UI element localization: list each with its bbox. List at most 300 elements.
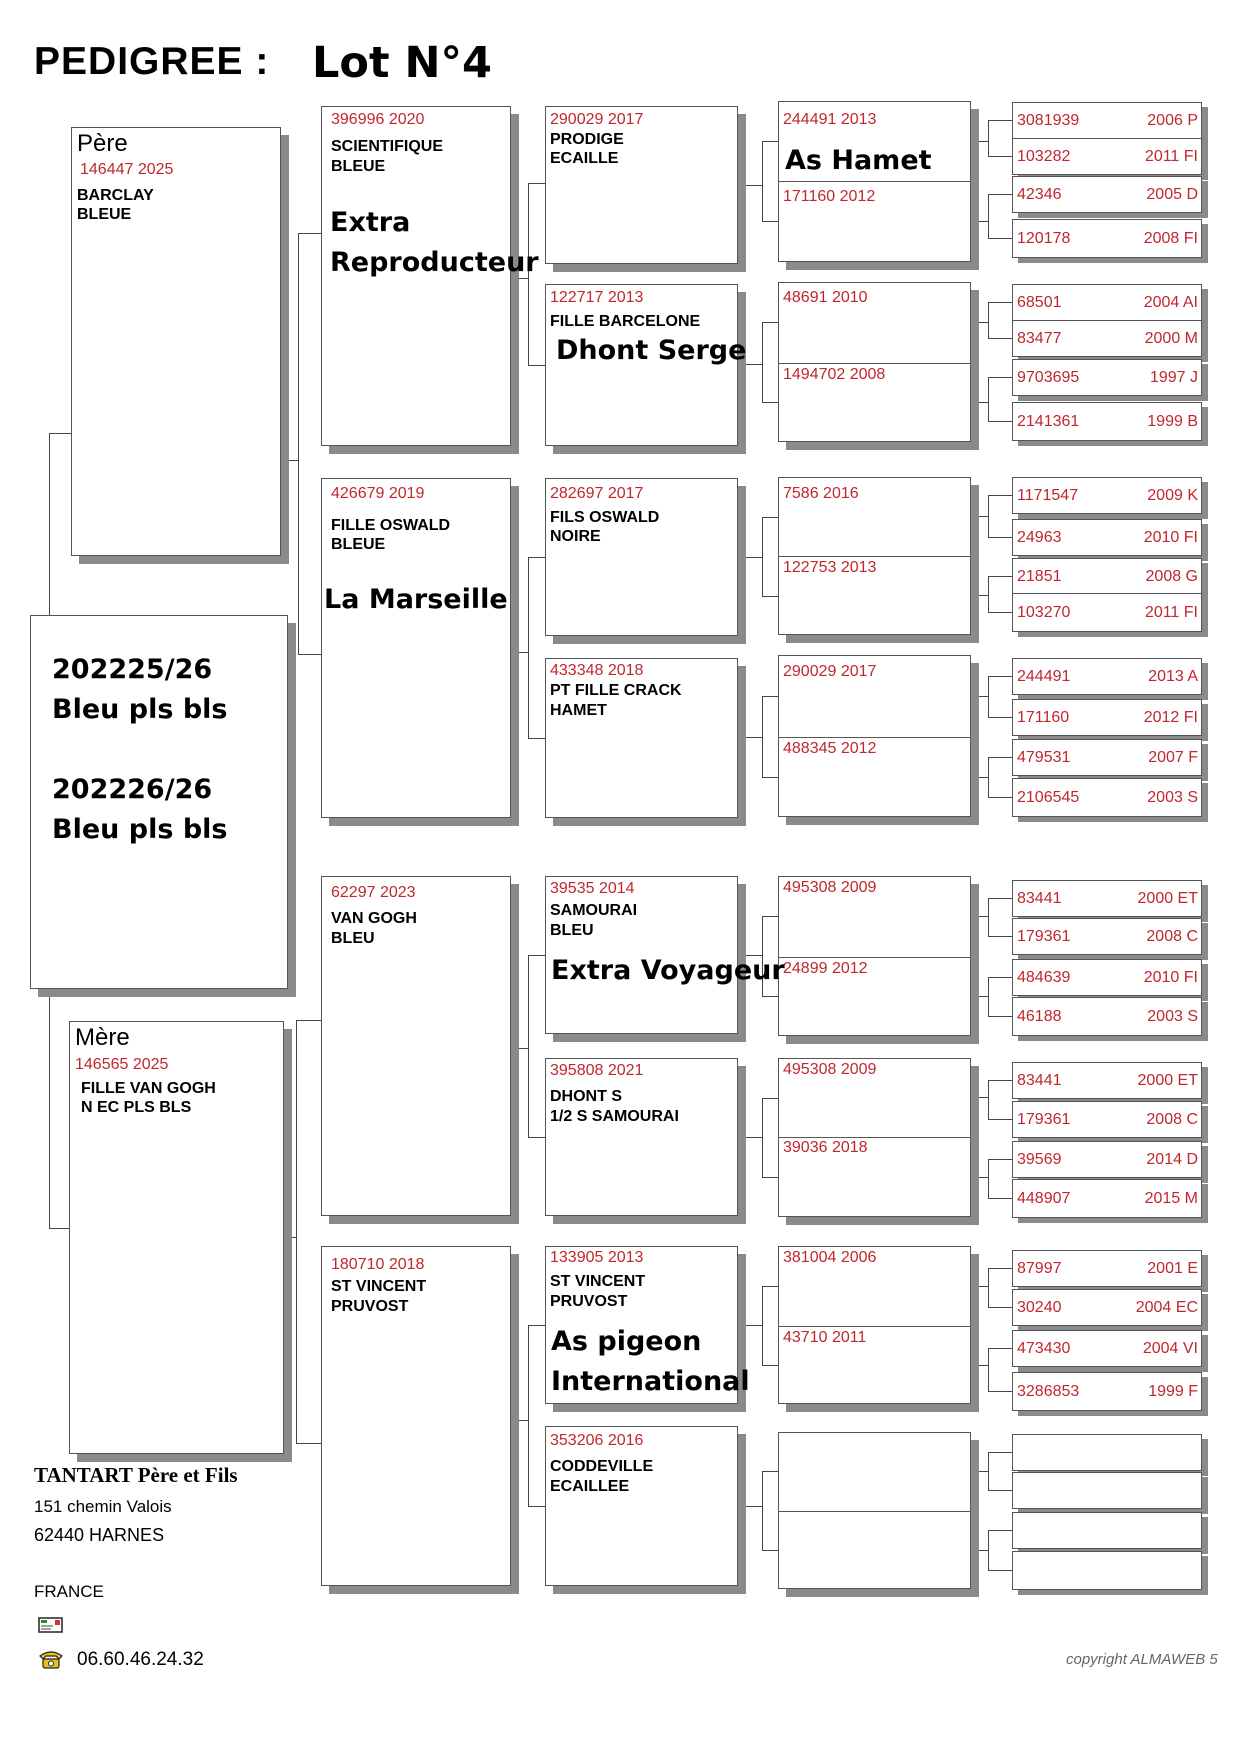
connector-line [762,1177,778,1178]
great-ancestor-row [1012,593,1202,632]
ancestor-name2: 1/2 S SAMOURAI [550,1108,679,1125]
divider [779,556,970,557]
great-ancestor-row [1012,284,1202,321]
ancestor-name1: DHONT S [550,1088,622,1105]
connector-line [298,654,321,655]
great-ancestor-year: 2008 G [1145,567,1198,585]
great-ancestor-ring: 46188 [1017,1007,1062,1025]
connector-line [762,322,763,402]
connector-line [988,612,1012,613]
great-ancestor-row [1012,402,1202,441]
connector-line [973,996,988,997]
connector-line [988,238,1012,239]
great-ancestor-year: 2010 FI [1143,528,1198,546]
connector-line [762,1098,763,1177]
connector-line [528,955,529,1137]
connector-line [988,1119,1012,1120]
connector-line [988,1159,1012,1160]
divider [779,363,970,364]
connector-line [988,1080,1012,1081]
connector-line [988,1348,989,1391]
father-name1: BARCLAY [77,187,154,204]
great-ancestor-year: 1997 J [1149,368,1198,386]
grandparent-name2: PRUVOST [331,1298,409,1315]
great-ancestor-year: 2001 E [1147,1259,1198,1277]
connector-line [973,916,988,917]
connector-line [973,1365,988,1366]
phone-icon[interactable] [37,1648,65,1670]
connector-line [513,652,528,653]
great-ancestor-row [1012,1472,1202,1509]
ancestor-ring: 282697 2017 [550,485,644,502]
connector-line [988,338,1012,339]
connector-line [528,183,545,184]
great-ancestor-year: 2004 AI [1143,293,1198,311]
great-ancestor-year: 2008 FI [1143,229,1198,247]
connector-line [528,1506,545,1507]
connector-line [988,194,1012,195]
ancestor-ring: 39535 2014 [550,880,635,897]
great-ancestor-ring: 2141361 [1017,412,1080,430]
great-ancestor-row [1012,1141,1202,1178]
note-international: International [551,1366,750,1397]
great-ancestor-year: 1999 B [1147,412,1198,430]
grandparent-ring: 62297 2023 [331,884,416,901]
connector-line [298,233,299,655]
note-extra-voyageur: Extra Voyageur [551,955,785,986]
connector-line [988,1452,989,1490]
connector-line [973,1177,988,1178]
great-ancestor-row [1012,1062,1202,1099]
great-ancestor-year: 2008 C [1146,927,1198,945]
connector-line [513,1420,528,1421]
copyright: copyright ALMAWEB 5 [1066,1651,1218,1668]
connector-line [988,757,1012,758]
ancestor-name1: PT FILLE CRACK [550,682,682,699]
great-ancestor-row [1012,320,1202,357]
ancestor-pair-card [778,876,971,1036]
great-ancestor-year: 2000 M [1144,329,1198,347]
connector-line [740,1325,762,1326]
great-ancestor-ring: 103270 [1017,603,1071,621]
grandparent-ring: 396996 2020 [331,111,425,128]
great-ancestor-year: 2000 ET [1137,889,1198,907]
breeder-address: 151 chemin Valois [34,1497,172,1516]
connector-line [973,1286,988,1287]
great-ancestor-year: 2009 K [1147,486,1198,504]
connector-line [973,516,988,517]
breeder-country: FRANCE [34,1582,104,1601]
great-ancestor-ring: 9703695 [1017,368,1080,386]
ancestor-pair-card [778,101,971,262]
connector-line [284,1237,296,1238]
connector-line [740,185,762,186]
connector-line [740,1506,762,1507]
note-as-hamet: As Hamet [785,145,932,176]
connector-line [988,1268,1012,1269]
mother-label: Mère [75,1024,130,1051]
connector-line [49,989,50,1229]
connector-line [988,1016,1012,1017]
email-icon[interactable] [38,1617,63,1633]
connector-line [762,1471,778,1472]
great-ancestor-year: 2005 D [1146,185,1198,203]
great-ancestor-row [1012,138,1202,175]
mother-ring: 146565 2025 [75,1056,169,1073]
connector-line [762,1286,763,1365]
ancestor-ring: 353206 2016 [550,1432,644,1449]
subject-color-2: Bleu pls bls [52,814,228,845]
connector-line [740,737,762,738]
connector-line [528,557,545,558]
connector-line [988,1570,1012,1571]
ancestor-name1: FILS OSWALD [550,509,660,526]
connector-line [988,156,1012,157]
grandparent-name2: BLEUE [331,158,386,175]
great-ancestor-year: 2010 FI [1143,968,1198,986]
connector-line [988,1307,1012,1308]
ancestor-name2: PRUVOST [550,1293,628,1310]
connector-line [740,1137,762,1138]
connector-line [762,517,763,596]
grandparent-ring: 426679 2019 [331,485,425,502]
ancestor-top-ring: 290029 2017 [783,663,877,680]
connector-line [988,676,989,717]
connector-line [528,1137,545,1138]
great-ancestor-ring: 24963 [1017,528,1062,546]
ancestor-card [545,658,738,818]
note-dhont-serge: Dhont Serge [556,335,747,366]
ancestor-top-ring: 495308 2009 [783,879,877,896]
great-ancestor-ring: 3081939 [1017,111,1080,129]
connector-line [988,977,989,1016]
phone-number: 06.60.46.24.32 [77,1649,204,1670]
connector-line [762,1098,778,1099]
great-ancestor-ring: 179361 [1017,927,1071,945]
connector-line [49,433,71,434]
connector-line [988,1391,1012,1392]
great-ancestor-year: 2003 S [1147,1007,1198,1025]
ancestor-name2: ECAILLEE [550,1478,630,1495]
connector-line [762,696,778,697]
great-ancestor-ring: 21851 [1017,567,1062,585]
connector-line [298,233,321,234]
connector-line [762,777,778,778]
connector-line [988,120,1012,121]
connector-line [988,1080,989,1119]
grandparent-ring: 180710 2018 [331,1256,425,1273]
ancestor-name1: SAMOURAI [550,902,638,919]
connector-line [988,1159,989,1198]
connector-line [988,495,1012,496]
connector-line [988,797,1012,798]
breeder-city: 62440 HARNES [34,1525,165,1545]
grandparent-card [321,876,511,1216]
great-ancestor-row [1012,699,1202,736]
connector-line [988,377,989,421]
grandparent-name1: SCIENTIFIQUE [331,138,444,155]
ancestor-bottom-ring: 171160 2012 [783,188,876,205]
ancestor-name2: ECAILLE [550,150,619,167]
great-ancestor-year: 2011 FI [1144,147,1198,165]
great-ancestor-row [1012,658,1202,695]
note-la-marseille: La Marseille [324,584,508,615]
connector-line [988,717,1012,718]
father-ring: 146447 2025 [80,161,174,178]
connector-line [988,120,989,156]
great-ancestor-row [1012,1330,1202,1367]
connector-line [988,676,1012,677]
great-ancestor-ring: 1171547 [1017,486,1079,504]
great-ancestor-row [1012,1512,1202,1549]
grandparent-card [321,1246,511,1586]
connector-line [988,537,1012,538]
connector-line [973,141,988,142]
great-ancestor-ring: 2106545 [1017,788,1080,806]
ancestor-top-ring: 244491 2013 [783,111,877,128]
ancestor-card [545,478,738,636]
great-ancestor-row [1012,959,1202,996]
ancestor-name1: FILLE BARCELONE [550,313,701,330]
great-ancestor-row [1012,1551,1202,1590]
connector-line [49,433,50,615]
ancestor-pair-card [778,282,971,442]
ancestor-name1: PRODIGE [550,131,624,148]
great-ancestor-ring: 484639 [1017,968,1071,986]
grandparent-name2: BLEU [331,930,375,947]
great-ancestor-year: 2014 D [1146,1150,1198,1168]
connector-line [988,1268,989,1307]
great-ancestor-ring: 30240 [1017,1298,1062,1316]
connector-line [528,365,545,366]
great-ancestor-row [1012,997,1202,1036]
grandparent-name1: FILLE OSWALD [331,517,451,534]
connector-line [988,898,989,936]
connector-line [988,1198,1012,1199]
grandparent-card [321,478,511,818]
mother-name1: FILLE VAN GOGH [81,1080,216,1097]
connector-line [762,1286,778,1287]
great-ancestor-row [1012,918,1202,955]
connector-line [973,696,988,697]
connector-line [988,194,989,238]
great-ancestor-ring: 68501 [1017,293,1062,311]
subject-card [30,615,288,989]
subject-ring-1: 202225/26 [52,654,213,685]
divider [779,1326,970,1327]
grandparent-name2: BLEUE [331,536,386,553]
ancestor-name1: ST VINCENT [550,1273,646,1290]
great-ancestor-row [1012,1101,1202,1138]
connector-line [988,1530,989,1570]
grandparent-name1: VAN GOGH [331,910,417,927]
great-ancestor-ring: 83441 [1017,889,1062,907]
connector-line [528,955,545,956]
great-ancestor-ring: 83441 [1017,1071,1062,1089]
connector-line [988,495,989,537]
ancestor-name1: CODDEVILLE [550,1458,654,1475]
connector-line [988,421,1012,422]
connector-line [988,1530,1012,1531]
connector-line [988,576,989,612]
great-ancestor-ring: 39569 [1017,1150,1062,1168]
great-ancestor-row [1012,880,1202,917]
ancestor-name2: BLEU [550,922,594,939]
great-ancestor-row [1012,1372,1202,1411]
great-ancestor-ring: 42346 [1017,185,1062,203]
connector-line [762,996,778,997]
connector-line [988,898,1012,899]
father-card [71,127,281,556]
great-ancestor-year: 2012 FI [1143,708,1198,726]
connector-line [973,595,988,596]
father-label: Père [77,130,128,157]
great-ancestor-ring: 83477 [1017,329,1062,347]
ancestor-top-ring: 7586 2016 [783,485,859,502]
connector-line [49,1228,71,1229]
connector-line [283,460,298,461]
connector-line [513,1048,528,1049]
great-ancestor-year: 2013 A [1148,667,1198,685]
ancestor-top-ring: 495308 2009 [783,1061,877,1078]
ancestor-bottom-ring: 122753 2013 [783,559,877,576]
connector-line [296,1443,321,1444]
page-title: PEDIGREE : [34,40,270,83]
great-ancestor-row [1012,1289,1202,1326]
ancestor-pair-card [778,1246,971,1404]
connector-line [973,221,988,222]
connector-line [988,977,1012,978]
connector-line [973,1471,988,1472]
ancestor-pair-card [778,477,971,635]
connector-line [973,322,988,323]
great-ancestor-year: 2004 VI [1142,1339,1198,1357]
great-ancestor-row [1012,1250,1202,1287]
great-ancestor-ring: 244491 [1017,667,1071,685]
ancestor-card [545,1058,738,1216]
connector-line [528,1325,545,1326]
mother-name2: N EC PLS BLS [81,1099,192,1116]
note-extra: Extra [330,207,411,238]
great-ancestor-row [1012,778,1202,817]
connector-line [988,302,1012,303]
great-ancestor-ring: 171160 [1017,708,1070,726]
great-ancestor-row [1012,219,1202,258]
subject-ring-2: 202226/26 [52,774,213,805]
ancestor-bottom-ring: 488345 2012 [783,740,877,757]
connector-line [762,696,763,777]
great-ancestor-year: 1999 F [1148,1382,1198,1400]
connector-line [988,377,1012,378]
breeder-name: TANTART Père et Fils [34,1463,238,1487]
grandparent-name1: ST VINCENT [331,1278,427,1295]
great-ancestor-year: 2006 P [1147,111,1198,129]
connector-line [988,936,1012,937]
great-ancestor-ring: 179361 [1017,1110,1071,1128]
connector-line [762,916,778,917]
ancestor-top-ring: 381004 2006 [783,1249,877,1266]
connector-line [973,402,988,403]
connector-line [740,557,762,558]
great-ancestor-row [1012,359,1202,396]
connector-line [296,1020,321,1021]
great-ancestor-ring: 479531 [1017,748,1071,766]
connector-line [988,576,1012,577]
connector-line [762,1550,778,1551]
connector-line [988,302,989,338]
mother-card [69,1021,284,1454]
ancestor-ring: 395808 2021 [550,1062,644,1079]
great-ancestor-row [1012,739,1202,776]
great-ancestor-row [1012,1179,1202,1218]
great-ancestor-ring: 103282 [1017,147,1071,165]
ancestor-ring: 133905 2013 [550,1249,644,1266]
great-ancestor-year: 2003 S [1147,788,1198,806]
ancestor-pair-card [778,1432,971,1589]
father-name2: BLEUE [77,206,132,223]
connector-line [513,278,528,279]
great-ancestor-row [1012,176,1202,213]
great-ancestor-row [1012,558,1202,595]
connector-line [762,517,778,518]
great-ancestor-year: 2008 C [1146,1110,1198,1128]
ancestor-ring: 290029 2017 [550,111,644,128]
ancestor-card [545,1426,738,1586]
divider [779,1511,970,1512]
ancestor-pair-card [778,1058,971,1217]
connector-line [762,141,763,221]
connector-line [762,141,778,142]
note-as-pigeon: As pigeon [551,1326,702,1357]
connector-line [973,1550,988,1551]
great-ancestor-year: 2007 F [1148,748,1198,766]
ancestor-card [545,106,738,264]
great-ancestor-ring: 473430 [1017,1339,1071,1357]
great-ancestor-year: 2004 EC [1135,1298,1198,1316]
connector-line [762,221,778,222]
connector-line [988,1490,1012,1491]
great-ancestor-year: 2011 FI [1144,603,1198,621]
connector-line [973,777,988,778]
connector-line [762,1471,763,1550]
connector-line [528,1325,529,1506]
ancestor-top-ring: 48691 2010 [783,289,868,306]
connector-line [762,596,778,597]
connector-line [762,402,778,403]
ancestor-pair-card [778,655,971,817]
great-ancestor-year: 2000 ET [1137,1071,1198,1089]
lot-number: Lot N°4 [312,38,492,88]
connector-line [762,322,778,323]
ancestor-bottom-ring: 24899 2012 [783,960,868,977]
ancestor-name2: HAMET [550,702,607,719]
great-ancestor-row [1012,1434,1202,1471]
connector-line [528,557,529,738]
great-ancestor-year: 2015 M [1144,1189,1198,1207]
note-reproducteur: Reproducteur [330,247,539,278]
connector-line [528,738,545,739]
connector-line [762,1365,778,1366]
divider [779,957,970,958]
great-ancestor-ring: 3286853 [1017,1382,1080,1400]
divider [779,737,970,738]
ancestor-bottom-ring: 39036 2018 [783,1139,868,1156]
ancestor-ring: 433348 2018 [550,662,644,679]
great-ancestor-ring: 87997 [1017,1259,1062,1277]
great-ancestor-row [1012,102,1202,139]
great-ancestor-row [1012,477,1202,514]
connector-line [296,1020,297,1444]
